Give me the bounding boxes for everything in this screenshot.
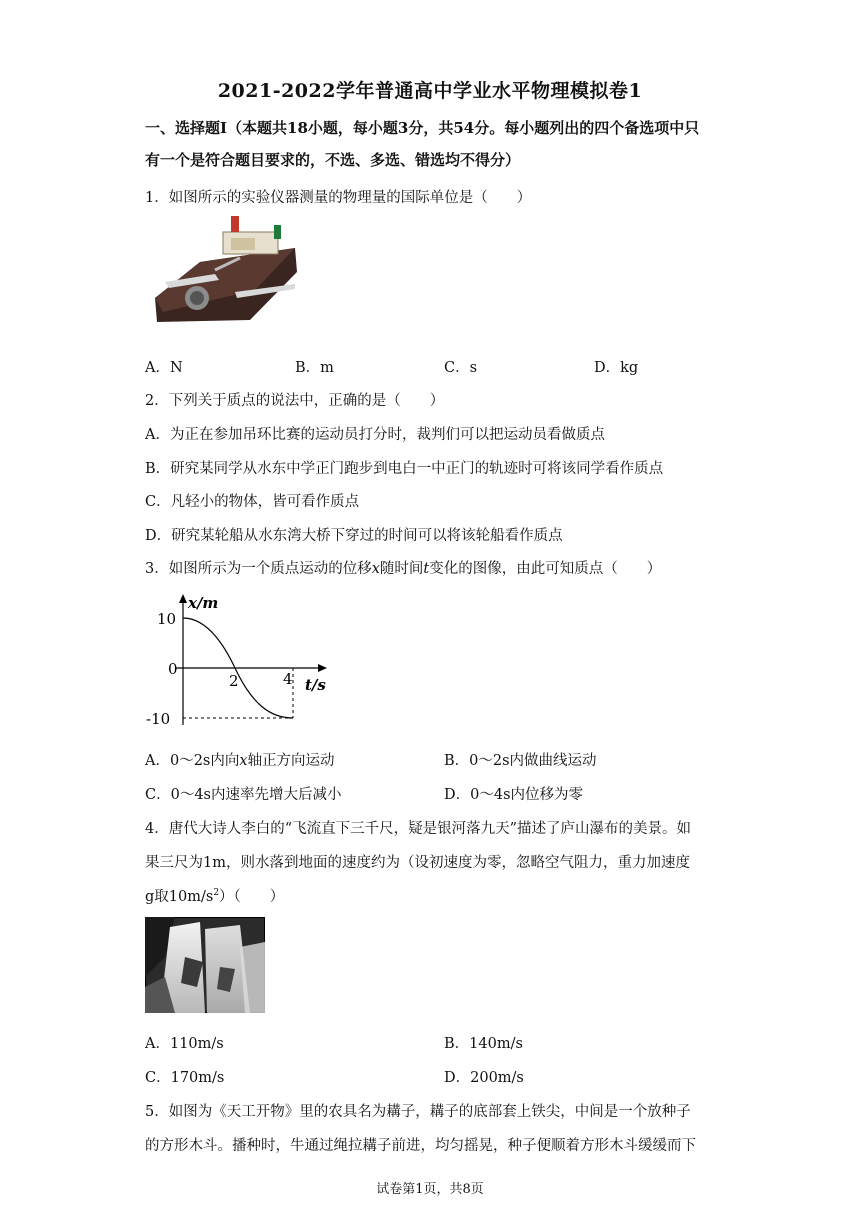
q1-option-d: D．kg: [594, 360, 639, 376]
xtick-2: 2: [229, 672, 239, 690]
q3-graph: [140, 590, 340, 735]
section-line-2: 有一个是符合题目要求的，不选、多选、错选均不得分）: [145, 151, 521, 169]
q3-option-a: A．0～2s内向x轴正方向运动: [145, 753, 335, 769]
q3-option-d: D．0～4s内位移为零: [444, 787, 584, 803]
page-footer: 试卷第1页，共8页: [376, 1182, 484, 1197]
section-line-1: 一、选择题Ⅰ（本题共18小题，每小题3分，共54分。每小题列出的四个备选项中只: [145, 119, 700, 137]
y-axis-label: x/m: [188, 594, 219, 612]
page-title: 2021-2022学年普通高中学业水平物理模拟卷1: [217, 80, 643, 102]
q4-line-3: g取$10m/s^2$）（ ）: [145, 888, 285, 905]
q1-option-c: C．s: [444, 360, 478, 376]
q3-stem: 3．如图所示为一个质点运动的位移x随时间t变化的图像，由此可知质点（ ）: [145, 561, 662, 577]
xtick-4: 4: [283, 670, 293, 688]
q1-option-a: A．N: [145, 360, 183, 376]
x-axis-label: t/s: [305, 676, 326, 694]
q4-line-1: 4．唐代大诗人李白的“飞流直下三千尺，疑是银河落九天”描述了庐山瀑布的美景。如: [145, 821, 692, 837]
q2-option-b: B．研究某同学从水东中学正门跑步到电白一中正门的轨迹时可将该同学看作质点: [145, 461, 664, 477]
x-axis-arrow: [318, 664, 327, 672]
q1-option-b: B．m: [295, 360, 334, 376]
ytick-10: 10: [157, 610, 177, 628]
timer-apparatus-photo: [145, 210, 305, 335]
q4-option-a: A．110m/s: [145, 1036, 224, 1052]
q5-line-1: 5．如图为《天工开物》里的农具名为耩子，耩子的底部套上铁尖，中间是一个放种子: [145, 1104, 691, 1120]
q4-option-d: D．200m/s: [444, 1070, 524, 1086]
q1-stem: 1．如图所示的实验仪器测量的物理量的国际单位是（ ）: [145, 190, 532, 206]
q2-option-a: A．为正在参加吊环比赛的运动员打分时，裁判们可以把运动员看做质点: [145, 427, 605, 443]
q3-option-b: B．0～2s内做曲线运动: [444, 753, 597, 769]
q2-option-c: C．凡轻小的物体，皆可看作质点: [145, 494, 360, 510]
ytick-0: 0: [168, 660, 178, 678]
q4-option-c: C．170m/s: [145, 1070, 225, 1086]
q2-stem: 2．下列关于质点的说法中，正确的是（ ）: [145, 393, 445, 409]
q4-option-b: B．140m/s: [444, 1036, 523, 1052]
y-axis-arrow: [179, 594, 187, 603]
q3-option-c: C．0～4s内速率先增大后减小: [145, 787, 342, 803]
section-header: [145, 112, 725, 176]
ytick-neg10: -10: [146, 710, 171, 728]
q4-line-2: 果三尺为1m，则水落到地面的速度约为（设初速度为零，忽略空气阻力，重力加速度: [145, 855, 690, 871]
q2-option-d: D．研究某轮船从水东湾大桥下穿过的时间可以将该轮船看作质点: [145, 528, 563, 544]
waterfall-photo: [145, 917, 265, 1013]
q5-line-2: 的方形木斗。播种时，牛通过绳拉耩子前进，均匀摇晃，种子便顺着方形木斗缓缓而下: [145, 1138, 696, 1154]
